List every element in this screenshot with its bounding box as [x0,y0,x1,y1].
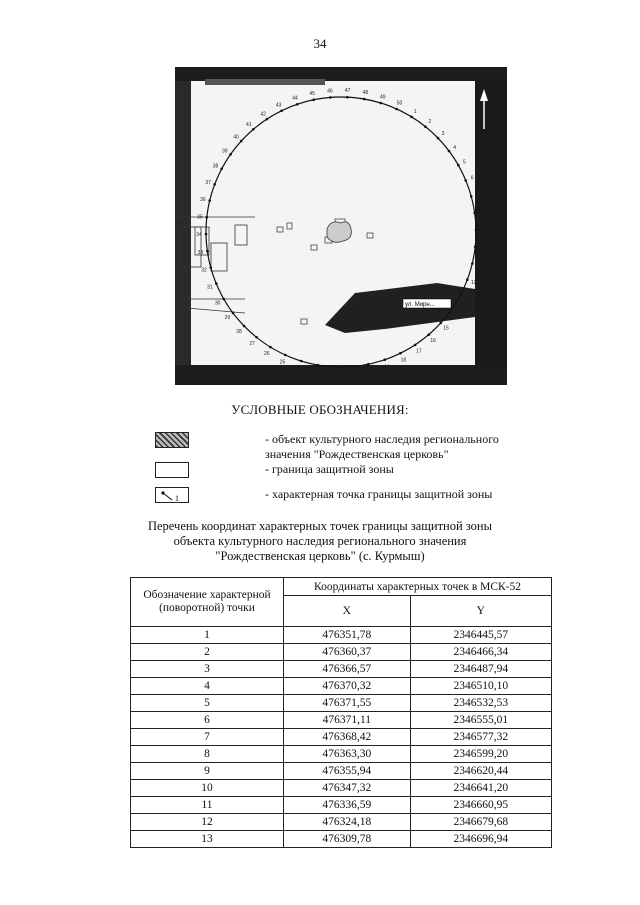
x-coordinate-cell: 476351,78 [284,627,411,644]
boundary-point [333,366,336,369]
boundary-point-label: 45 [309,90,315,97]
boundary-swatch-icon [155,462,189,478]
boundary-point-swatch-icon [155,487,189,503]
boundary-point [284,354,287,357]
boundary-point-label: 1 [413,108,417,115]
boundary-point [474,246,477,249]
y-coordinate-cell: 2346466,34 [410,644,551,661]
point-number-cell: 11 [131,797,284,814]
point-number-cell: 5 [131,695,284,712]
boundary-point [471,262,474,265]
legend-title: УСЛОВНЫЕ ОБОЗНАЧЕНИЯ: [231,402,409,417]
table-row [131,661,552,678]
point-marker-label: 1 [175,494,179,503]
table-row [131,627,552,644]
point-number-cell: 8 [131,746,284,763]
header-y: Y [410,596,551,627]
protection-zone-map [175,67,507,385]
boundary-point-label: 44 [292,95,298,102]
boundary-point-label: 33 [197,250,204,256]
boundary-point [457,164,460,167]
boundary-point [205,233,208,236]
point-number-cell: 10 [131,780,284,797]
map-top-band [175,67,507,81]
boundary-point-label: 35 [197,214,203,221]
table-row [131,729,552,746]
x-coordinate-cell: 476366,57 [284,661,411,678]
boundary-point-label: 22 [331,371,338,378]
boundary-point-label: 37 [205,179,211,186]
boundary-point-label: 46 [327,88,333,95]
hatched-swatch-icon [155,432,189,448]
boundary-point [206,250,209,253]
boundary-point-label: 40 [233,134,239,141]
boundary-point [448,150,451,153]
x-coordinate-cell: 476324,18 [284,814,411,831]
boundary-point-label: 41 [246,122,252,128]
boundary-point [296,103,299,106]
boundary-point [255,336,258,339]
x-coordinate-cell: 476360,37 [284,644,411,661]
boundary-point [329,96,332,99]
point-number-cell: 3 [131,661,284,678]
boundary-point-label: 48 [362,90,369,97]
header-designation: Обозначение характерной (поворотной) точки [131,578,284,627]
boundary-point [440,322,443,325]
boundary-point-label: 9 [481,227,485,234]
x-coordinate-cell: 476347,32 [284,780,411,797]
map-right-band [475,81,507,371]
boundary-point-label: 12 [471,280,477,287]
point-number-cell: 12 [131,814,284,831]
boundary-point [252,128,255,131]
boundary-point [437,137,440,140]
boundary-point-label: 49 [380,94,386,101]
boundary-point-label: 5 [463,159,466,166]
map-drawing [175,67,507,385]
boundary-point [240,140,243,143]
legend-text: - характерная точка границы защитной зоны [265,487,493,501]
table-row [131,831,552,848]
table-row [131,763,552,780]
boundary-point [399,352,402,355]
boundary-point-label: 27 [249,340,255,347]
point-number-cell: 7 [131,729,284,746]
boundary-point [208,199,211,202]
y-coordinate-cell: 2346679,68 [410,814,551,831]
table-row [131,644,552,661]
y-coordinate-cell: 2346620,44 [410,763,551,780]
boundary-point-label: 6 [470,175,474,182]
boundary-point-label: 50 [396,100,403,107]
y-coordinate-cell: 2346696,94 [410,831,551,848]
y-coordinate-cell: 2346660,95 [410,797,551,814]
boundary-point-label: 19 [384,364,390,371]
boundary-point-label: 17 [416,348,422,355]
point-number-cell: 9 [131,763,284,780]
boundary-point [450,308,453,311]
page-number: 34 [313,36,327,51]
table-row [131,695,552,712]
boundary-point [424,125,427,128]
x-coordinate-cell: 476355,94 [284,763,411,780]
boundary-point [363,98,366,101]
legend-text: - граница защитной зоны [265,462,394,476]
y-coordinate-cell: 2346445,57 [410,627,551,644]
church-object [327,222,351,242]
coordinates-table [130,577,552,848]
table-row [131,797,552,814]
boundary-point-label: 11 [476,263,482,270]
boundary-point [215,282,218,285]
boundary-point-label: 2 [428,119,432,126]
y-coordinate-cell: 2346487,94 [410,661,551,678]
boundary-point-label: 28 [236,328,242,335]
boundary-point-label: 10 [479,245,485,252]
boundary-point-label: 26 [264,351,270,358]
boundary-point [383,358,386,361]
boundary-point [266,118,269,121]
point-number-cell: 2 [131,644,284,661]
x-coordinate-cell: 476371,11 [284,712,411,729]
boundary-point-label: 18 [400,357,407,364]
boundary-point [379,102,382,105]
boundary-point [346,96,349,99]
boundary-point [475,229,478,232]
boundary-point [410,116,413,119]
legend-item-heritage-object [155,432,535,461]
boundary-point-label: 20 [367,369,373,376]
boundary-point-label: 13 [463,296,470,303]
y-coordinate-cell: 2346510,10 [410,678,551,695]
boundary-point-label: 24 [296,365,302,372]
caption-line: Перечень координат характерных точек границы защитной зоны [147,519,493,533]
boundary-point-label: 4 [453,144,456,151]
boundary-point [427,333,430,336]
y-coordinate-cell: 2346641,20 [410,780,551,797]
table-caption [0,519,640,564]
boundary-point [300,360,303,363]
boundary-point-label: 29 [224,315,231,322]
boundary-point-label: 16 [430,338,436,344]
point-number-cell: 1 [131,627,284,644]
table-row [131,746,552,763]
boundary-point-label: 32 [201,267,207,274]
boundary-point-label: 14 [454,311,460,318]
y-coordinate-cell: 2346599,20 [410,746,551,763]
boundary-point [395,108,398,111]
boundary-point-label: 38 [212,163,219,170]
boundary-point-label: 34 [196,232,202,239]
boundary-point [312,99,315,102]
x-coordinate-cell: 476336,59 [284,797,411,814]
boundary-point-label: 43 [275,102,282,109]
legend-item-zone-boundary [155,462,535,484]
x-coordinate-cell: 476368,42 [284,729,411,746]
x-coordinate-cell: 476371,55 [284,695,411,712]
boundary-point-label: 25 [279,359,286,366]
street-label: ул. Мирн... [405,302,435,308]
boundary-point-label: 23 [313,369,320,376]
boundary-point [280,110,283,113]
caption-line: объекта культурного наследия регионального значения [173,534,467,548]
boundary-point [464,179,467,182]
point-number-cell: 13 [131,831,284,848]
point-number-cell: 4 [131,678,284,695]
point-number-cell: 6 [131,712,284,729]
map-top-noise [205,79,325,85]
boundary-point-label: 47 [344,88,351,95]
boundary-point [213,183,216,186]
table-row [131,712,552,729]
boundary-point [317,364,320,367]
boundary-point [232,312,235,315]
boundary-point [269,346,272,349]
y-coordinate-cell: 2346532,53 [410,695,551,712]
header-x: X [284,596,411,627]
x-coordinate-cell: 476370,32 [284,678,411,695]
boundary-point [350,365,353,368]
coordinates-table-body [131,627,552,848]
map-bottom-band [175,365,507,385]
boundary-point-label: 8 [480,210,483,216]
boundary-point [243,325,246,328]
boundary-point [229,153,232,156]
boundary-point [473,212,476,215]
boundary-point-label: 7 [476,192,480,199]
boundary-point-label: 39 [222,148,228,155]
boundary-point [210,266,213,269]
boundary-point-label: 42 [260,111,266,118]
boundary-point [470,195,473,198]
x-coordinate-cell: 476363,30 [284,746,411,763]
y-coordinate-cell: 2346577,32 [410,729,551,746]
legend-item-boundary-point [155,487,535,509]
table-row [131,814,552,831]
boundary-point [206,216,209,219]
table-row [131,780,552,797]
map-left-band [175,81,191,371]
header-coordinates: Координаты характерных точек в МСК-52 [284,578,552,596]
boundary-point [466,278,469,281]
legend-text: - объект культурного наследия регионального значения "Рождественская церковь" [265,432,499,461]
boundary-point [220,168,223,171]
y-coordinate-cell: 2346555,01 [410,712,551,729]
boundary-point-label: 36 [200,196,206,203]
boundary-point-label: 31 [207,284,213,291]
caption-line: "Рождественская церковь" (с. Курмыш) [215,549,425,563]
boundary-point [222,298,225,301]
x-coordinate-cell: 476309,78 [284,831,411,848]
boundary-point-label: 3 [441,131,445,138]
boundary-point [367,363,370,366]
boundary-point-label: 21 [349,371,355,378]
table-row [131,678,552,695]
boundary-point [414,344,417,347]
boundary-point-label: 30 [214,300,221,307]
boundary-point [459,294,462,297]
boundary-point-label: 15 [443,325,449,332]
